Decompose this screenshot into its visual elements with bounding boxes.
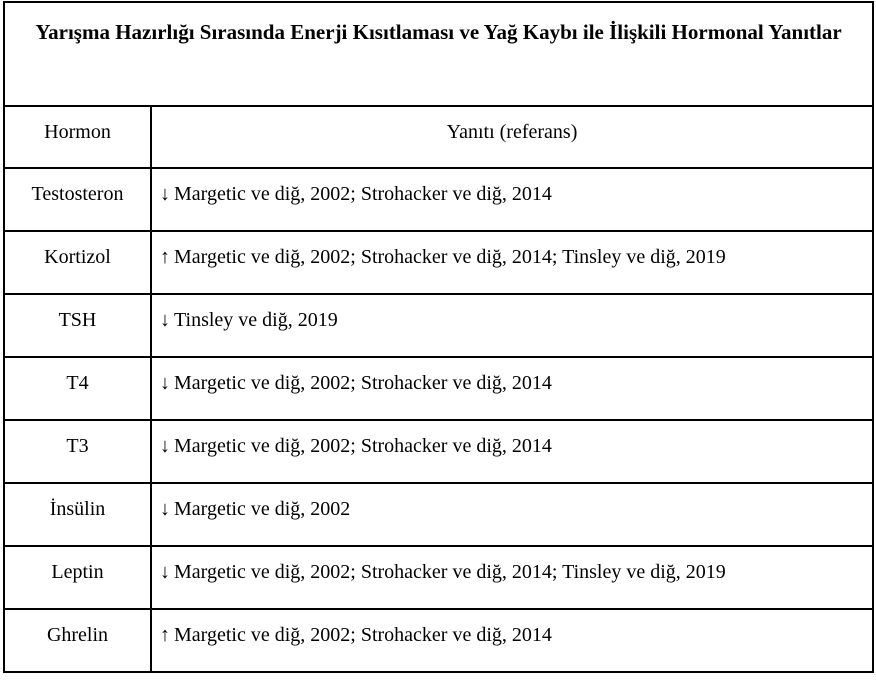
arrow-icon: ↑ — [160, 246, 170, 268]
table-row — [4, 546, 873, 609]
response-cell — [151, 609, 873, 672]
header-row — [4, 106, 873, 168]
response-cell — [151, 168, 873, 231]
references: Margetic ve diğ, 2002; Strohacker ve diğ, 2014 — [174, 624, 552, 646]
response-cell — [151, 546, 873, 609]
references: Tinsley ve diğ, 2019 — [174, 309, 338, 331]
table-row — [4, 294, 873, 357]
table-row — [4, 357, 873, 420]
arrow-icon: ↓ — [160, 183, 170, 205]
table-row — [4, 420, 873, 483]
references: Margetic ve diğ, 2002; Strohacker ve diğ, 2014; Tinsley ve diğ, 2019 — [174, 561, 726, 583]
hormone-table — [3, 1, 874, 673]
references: Margetic ve diğ, 2002 — [174, 498, 351, 520]
hormone-name: Kortizol — [4, 231, 151, 294]
response-cell — [151, 483, 873, 546]
response-cell — [151, 294, 873, 357]
hormone-name: T4 — [4, 357, 151, 420]
response-cell — [151, 231, 873, 294]
hormone-name: Testosteron — [4, 168, 151, 231]
header-response: Yanıtı (referans) — [151, 106, 873, 168]
arrow-icon: ↓ — [160, 435, 170, 457]
hormone-name: T3 — [4, 420, 151, 483]
arrow-icon: ↓ — [160, 561, 170, 583]
references: Margetic ve diğ, 2002; Strohacker ve diğ, 2014 — [174, 435, 552, 457]
arrow-icon: ↓ — [160, 498, 170, 520]
hormone-name: Leptin — [4, 546, 151, 609]
response-cell — [151, 357, 873, 420]
table-row — [4, 483, 873, 546]
table-row — [4, 609, 873, 672]
hormone-name: Ghrelin — [4, 609, 151, 672]
references: Margetic ve diğ, 2002; Strohacker ve diğ, 2014 — [174, 183, 552, 205]
arrow-icon: ↑ — [160, 624, 170, 646]
references: Margetic ve diğ, 2002; Strohacker ve diğ, 2014; Tinsley ve diğ, 2019 — [174, 246, 726, 268]
hormone-name: TSH — [4, 294, 151, 357]
arrow-icon: ↓ — [160, 372, 170, 394]
table-title: Yarışma Hazırlığı Sırasında Enerji Kısıtlaması ve Yağ Kaybı ile İlişkili Hormonal Yanıtlar — [4, 2, 873, 106]
references: Margetic ve diğ, 2002; Strohacker ve diğ, 2014 — [174, 372, 552, 394]
arrow-icon: ↓ — [160, 309, 170, 331]
header-hormone: Hormon — [4, 106, 151, 168]
hormone-name: İnsülin — [4, 483, 151, 546]
response-cell — [151, 420, 873, 483]
table-row — [4, 168, 873, 231]
table-row — [4, 231, 873, 294]
